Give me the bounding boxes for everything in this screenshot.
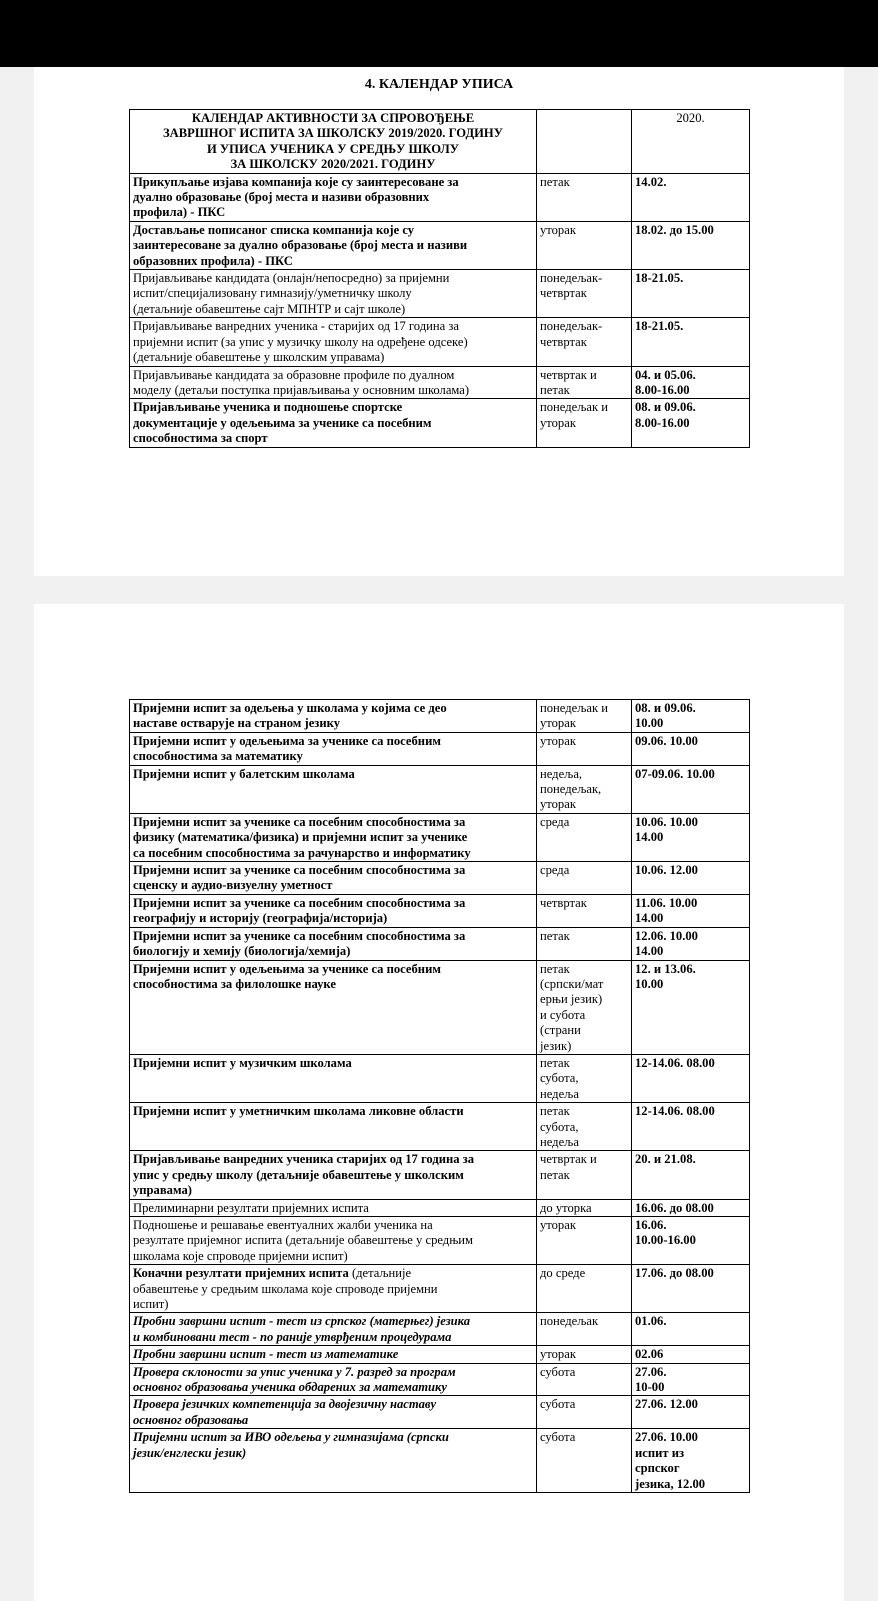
- date-cell: [632, 960, 750, 1054]
- cell-line: 12.06. 10.00: [635, 928, 698, 943]
- cell-line: Пријемни испит у уметничким школама ликовне области: [133, 1104, 464, 1119]
- activity-cell: [130, 862, 537, 895]
- day-cell: [537, 270, 632, 318]
- table-row: [130, 1217, 750, 1265]
- cell-line: понедељак-: [540, 271, 603, 286]
- date-cell: [632, 1265, 750, 1313]
- cell-line: среда: [540, 814, 570, 829]
- cell-line: (детаљније обавештење сајт МПНТР и сајт школе): [133, 301, 406, 316]
- cell-line: биологију и хемију (биологија/хемија): [133, 944, 351, 959]
- day-cell: [537, 960, 632, 1054]
- cell-line: Пријављивање кандидата за образовне профиле по дуалном: [133, 367, 455, 382]
- cell-line: 12-14.06. 08.00: [635, 1104, 715, 1119]
- cell-line: Пријемни испит за ИВО одељења у гимназијама (српски: [133, 1430, 449, 1445]
- cell-line: заинтересоване за дуално образовање (број места и називи: [133, 238, 468, 253]
- table-row: [130, 1346, 750, 1363]
- cell-line: физику (математика/физика) и пријемни испит за ученике: [133, 830, 468, 845]
- cell-line: субота,: [540, 1119, 579, 1134]
- table-row: [130, 1363, 750, 1396]
- cell-line: субота: [540, 1397, 576, 1412]
- activity-cell: [130, 1313, 537, 1346]
- cell-line: 08. и 09.06.: [635, 701, 696, 715]
- activity-cell: [130, 813, 537, 861]
- day-cell: [537, 1313, 632, 1346]
- day-cell: [537, 1199, 632, 1216]
- cell-line: ерњи језик): [540, 992, 603, 1007]
- day-cell: [537, 173, 632, 221]
- table-row: [130, 700, 750, 733]
- table-row: [130, 221, 750, 269]
- cell-line: (српски/мат: [540, 976, 604, 991]
- activity-cell: [130, 1217, 537, 1265]
- cell-line: документације у одељењима за ученике са посебним: [133, 415, 432, 430]
- cell-line: са посебним способностима за рачунарство и информатику: [133, 845, 471, 860]
- cell-line: 20. и 21.08.: [635, 1152, 696, 1167]
- cell-line: 8.00-16.00: [635, 415, 690, 430]
- day-cell: [537, 221, 632, 269]
- cell-line: 8.00-16.00: [635, 382, 690, 397]
- day-cell: [537, 1396, 632, 1429]
- cell-line: географију и историју (географија/историја): [133, 911, 388, 926]
- day-cell: [537, 1151, 632, 1199]
- day-cell: [537, 1054, 632, 1102]
- cell-line: Пријемни испит у музичким школама: [133, 1055, 352, 1070]
- cell-line: упис у средњу школу (детаљније обавештење у школским: [133, 1167, 464, 1182]
- cell-line: субота: [540, 1430, 576, 1445]
- cell-line: петак: [540, 382, 570, 397]
- table-row: [130, 765, 750, 813]
- cell-line: Пријемни испит у одељењима за ученике са посебним: [133, 733, 441, 748]
- cell-line: уторак: [540, 1347, 576, 1362]
- cell-line: Пријемни испит за ученике са посебним способностима за: [133, 863, 466, 878]
- date-cell: [632, 1363, 750, 1396]
- cell-line: резултате пријемног испита (детаљније обавештење у средњим: [133, 1233, 474, 1248]
- cell-line: Пријављивање ванредних ученика старијих од 17 година за: [133, 1152, 475, 1167]
- page-title: 4. КАЛЕНДАР УПИСА: [364, 77, 514, 92]
- table-row: [130, 1103, 750, 1151]
- table-row: [130, 318, 750, 366]
- enrollment-calendar-table: [129, 109, 750, 448]
- cell-line: профила) - ПКС: [133, 205, 226, 220]
- cell-line: 18-21.05.: [635, 319, 684, 334]
- cell-line: 10-00: [635, 1380, 665, 1395]
- cell-line: четвртак: [540, 334, 587, 349]
- cell-line: Пријемни испит за одељења у школама у којима се део: [133, 701, 447, 715]
- cell-line: испит/специјализовану гимназију/уметничку школу: [133, 286, 412, 301]
- date-cell: [632, 1199, 750, 1216]
- day-cell: [537, 318, 632, 366]
- activity-cell: [130, 1396, 537, 1429]
- date-cell: [632, 318, 750, 366]
- cell-line: (страни: [540, 1023, 581, 1038]
- cell-line: основног образовања: [133, 1412, 249, 1427]
- cell-line: уторак: [540, 797, 576, 812]
- cell-line: петак: [540, 1055, 570, 1070]
- cell-line: 18-21.05.: [635, 271, 684, 286]
- cell-line: четвртак и: [540, 367, 597, 382]
- table-row: [130, 270, 750, 318]
- activity-cell: [130, 894, 537, 927]
- day-cell: [537, 700, 632, 733]
- table-row: [130, 1265, 750, 1313]
- date-cell: [632, 1103, 750, 1151]
- table-row: [130, 927, 750, 960]
- cell-line: 16.06.: [635, 1218, 667, 1232]
- cell-line: 27.06. 12.00: [635, 1397, 698, 1412]
- day-cell: [537, 399, 632, 447]
- activity-cell: [130, 1346, 537, 1363]
- cell-line: способностима за спорт: [133, 431, 268, 446]
- activity-cell: [130, 1429, 537, 1493]
- cell-line: уторак: [540, 733, 576, 748]
- cell-line: 12-14.06. 08.00: [635, 1055, 715, 1070]
- day-cell: [537, 1265, 632, 1313]
- cell-line: недеља: [540, 1134, 579, 1149]
- cell-line: 02.06: [635, 1347, 664, 1362]
- cell-line: испит из: [635, 1445, 685, 1460]
- cell-line: понедељак: [540, 1314, 599, 1329]
- cell-line: петак: [540, 1167, 570, 1182]
- cell-line: 10.06. 12.00: [635, 863, 698, 878]
- cell-line: 07-09.06. 10.00: [635, 766, 715, 781]
- date-cell: [632, 221, 750, 269]
- cell-line: 11.06. 10.00: [635, 895, 698, 910]
- cell-line: и субота: [540, 1007, 586, 1022]
- cell-line: управама): [133, 1183, 192, 1198]
- day-cell: [537, 765, 632, 813]
- table-row: [130, 813, 750, 861]
- cell-line: Коначни резултати пријемних испита (детаљније: [133, 1266, 412, 1281]
- activity-cell: [130, 1265, 537, 1313]
- cell-line: петак: [540, 961, 570, 976]
- table-row: [130, 862, 750, 895]
- activity-cell: [130, 927, 537, 960]
- cell-line: Провера склоности за упис ученика у 7. разред за програм: [133, 1364, 456, 1379]
- cell-line: српског: [635, 1461, 680, 1476]
- cell-line: школама које спроводе пријемни испит): [133, 1248, 348, 1263]
- date-cell: [632, 1346, 750, 1363]
- cell-line: основног образовања ученика обдарених за математику: [133, 1380, 448, 1395]
- activity-cell: [130, 1199, 537, 1216]
- cell-line: уторак: [540, 222, 576, 237]
- day-cell: [537, 1103, 632, 1151]
- header-day-cell: [537, 110, 632, 174]
- cell-line: понедељак и: [540, 400, 608, 415]
- day-cell: [537, 927, 632, 960]
- cell-line: Пробни завршни испит - тест из српског (матерњег) језика: [133, 1314, 471, 1329]
- cell-line: Прикупљање изјава компанија које су заинтересоване за: [133, 174, 459, 189]
- cell-line: уторак: [540, 1218, 576, 1232]
- table-row: [130, 960, 750, 1054]
- activity-cell: [130, 366, 537, 399]
- date-cell: [632, 927, 750, 960]
- activity-cell: [130, 1363, 537, 1396]
- table-row: [130, 732, 750, 765]
- day-cell: [537, 813, 632, 861]
- cell-line: четвртак: [540, 286, 587, 301]
- table-row: [130, 1396, 750, 1429]
- header-line: И УПИСА УЧЕНИКА У СРЕДЊУ ШКОЛУ: [206, 141, 460, 156]
- table-header-row: [130, 110, 750, 174]
- day-cell: [537, 1346, 632, 1363]
- table-row: [130, 1199, 750, 1216]
- activity-cell: [130, 700, 537, 733]
- cell-line: језика, 12.00: [635, 1476, 706, 1491]
- table-row: [130, 1054, 750, 1102]
- cell-line: петак: [540, 1104, 570, 1119]
- table-row: [130, 173, 750, 221]
- cell-line: дуално образовање (број места и називи образовних: [133, 190, 430, 205]
- date-cell: [632, 1313, 750, 1346]
- activity-cell: [130, 173, 537, 221]
- header-line: КАЛЕНДАР АКТИВНОСТИ ЗА СПРОВОЂЕЊЕ: [191, 111, 475, 125]
- cell-line: језик/енглески језик): [133, 1445, 247, 1460]
- header-line: ЗАВРШНОГ ИСПИТА ЗА ШКОЛСКУ 2019/2020. ГОДИНУ: [163, 126, 503, 141]
- cell-line: и комбиновани тест - по раније утврђеним процедурама: [133, 1329, 452, 1344]
- date-cell: [632, 173, 750, 221]
- cell-line: 10.06. 10.00: [635, 814, 698, 829]
- activity-cell: [130, 1103, 537, 1151]
- cell-line: Пробни завршни испит - тест из математике: [133, 1347, 399, 1362]
- activity-cell: [130, 221, 537, 269]
- day-cell: [537, 894, 632, 927]
- table-row: [130, 894, 750, 927]
- document-page-1: [34, 67, 844, 576]
- activity-cell: [130, 1054, 537, 1102]
- header-line: ЗА ШКОЛСКУ 2020/2021. ГОДИНУ: [230, 157, 436, 172]
- cell-line: Пријављивање ученика и подношење спортске: [133, 400, 403, 415]
- cell-line: до среде: [540, 1266, 586, 1281]
- cell-line: Пријављивање ванредних ученика - старијих од 17 година за: [133, 319, 459, 334]
- cell-line: 16.06. до 08.00: [635, 1200, 714, 1215]
- activity-cell: [130, 765, 537, 813]
- cell-line: 18.02. до 15.00: [635, 222, 714, 237]
- cell-line: петак: [540, 174, 570, 189]
- date-cell: [632, 765, 750, 813]
- date-cell: [632, 1217, 750, 1265]
- cell-line: 10.00-16.00: [635, 1233, 696, 1248]
- activity-cell: [130, 1151, 537, 1199]
- status-bar: [0, 0, 878, 67]
- date-cell: [632, 813, 750, 861]
- cell-line: 04. и 05.06.: [635, 367, 696, 382]
- cell-line: способностима за филолошке науке: [133, 976, 336, 991]
- cell-line: 12. и 13.06.: [635, 961, 696, 976]
- table-row: [130, 399, 750, 447]
- activity-cell: [130, 732, 537, 765]
- cell-line: обавештење у средњим школама које спроводе пријемни: [133, 1281, 438, 1296]
- cell-line: 27.06.: [635, 1364, 667, 1379]
- cell-line: Провера језичких компетенција за двојезичну наставу: [133, 1397, 437, 1412]
- cell-line: моделу (детаљи поступка пријављивања у основним школама): [133, 382, 470, 397]
- cell-line: Пријемни испит у балетским школама: [133, 766, 355, 781]
- cell-line: уторак: [540, 716, 576, 731]
- table-row: [130, 1429, 750, 1493]
- cell-line: недеља,: [540, 766, 583, 781]
- cell-line: способностима за математику: [133, 749, 303, 764]
- activity-cell: [130, 399, 537, 447]
- cell-line: наставе остварује на страном језику: [133, 716, 341, 731]
- date-cell: [632, 732, 750, 765]
- table-row: [130, 1151, 750, 1199]
- day-cell: [537, 732, 632, 765]
- cell-line: 09.06. 10.00: [635, 733, 698, 748]
- cell-line: уторак: [540, 415, 576, 430]
- cell-line: Достављање пописаног списка компанија које су: [133, 222, 415, 237]
- cell-line: Пријемни испит за ученике са посебним способностима за: [133, 895, 466, 910]
- date-cell: [632, 700, 750, 733]
- cell-line: понедељак и: [540, 701, 608, 715]
- cell-line: субота,: [540, 1071, 579, 1086]
- date-cell: [632, 1429, 750, 1493]
- date-cell: [632, 894, 750, 927]
- cell-line: Прелиминарни резултати пријемних испита: [133, 1200, 369, 1215]
- cell-line: 27.06. 10.00: [635, 1430, 698, 1445]
- document-page-2: [34, 604, 844, 1601]
- activity-cell: [130, 318, 537, 366]
- day-cell: [537, 1217, 632, 1265]
- cell-line: сценску и аудио-визуелну уметност: [133, 878, 333, 893]
- cell-line: 14.00: [635, 830, 664, 845]
- date-cell: [632, 399, 750, 447]
- cell-line: петак: [540, 928, 570, 943]
- cell-line: 17.06. до 08.00: [635, 1266, 714, 1281]
- table-row: [130, 366, 750, 399]
- cell-line: 14.00: [635, 944, 664, 959]
- date-cell: [632, 862, 750, 895]
- date-cell: [632, 366, 750, 399]
- cell-line: четвртак и: [540, 1152, 597, 1167]
- cell-line: (детаљније обавештење у школским управама): [133, 350, 385, 365]
- date-cell: [632, 270, 750, 318]
- cell-line: 01.06.: [635, 1314, 667, 1329]
- cell-line: Подношење и решавање евентуалних жалби ученика на: [133, 1218, 433, 1232]
- cell-line: недеља: [540, 1086, 579, 1101]
- cell-line: понедељак,: [540, 782, 602, 797]
- header-activity-cell: [130, 110, 537, 174]
- day-cell: [537, 1363, 632, 1396]
- activity-cell: [130, 270, 537, 318]
- cell-line: 10.00: [635, 716, 664, 731]
- cell-line: Пријемни испит у одељењима за ученике са посебним: [133, 961, 441, 976]
- date-cell: [632, 1054, 750, 1102]
- cell-line: образовних профила) - ПКС: [133, 253, 293, 268]
- cell-line: понедељак-: [540, 319, 603, 334]
- cell-line: 08. и 09.06.: [635, 400, 696, 415]
- cell-line: среда: [540, 863, 570, 878]
- date-cell: [632, 1151, 750, 1199]
- day-cell: [537, 366, 632, 399]
- cell-line: Пријемни испит за ученике са посебним способностима за: [133, 928, 466, 943]
- cell-line: 14.00: [635, 911, 664, 926]
- activity-cell: [130, 960, 537, 1054]
- day-cell: [537, 862, 632, 895]
- cell-line: субота: [540, 1364, 576, 1379]
- cell-line: Пријављивање кандидата (онлајн/непосредно) за пријемни: [133, 271, 450, 286]
- header-year-cell: 2020.: [632, 110, 750, 174]
- cell-line: испит): [133, 1297, 169, 1312]
- cell-line: четвртак: [540, 895, 587, 910]
- date-cell: [632, 1396, 750, 1429]
- cell-line: до уторка: [540, 1200, 592, 1215]
- cell-line: Пријемни испит за ученике са посебним способностима за: [133, 814, 466, 829]
- cell-line: 10.00: [635, 976, 664, 991]
- day-cell: [537, 1429, 632, 1493]
- cell-line: пријемни испит (за упис у музичку школу на одређене одсеке): [133, 334, 468, 349]
- enrollment-calendar-table-continued: [129, 699, 750, 1493]
- cell-line: језик): [540, 1038, 572, 1053]
- table-row: [130, 1313, 750, 1346]
- cell-line: 14.02.: [635, 174, 667, 189]
